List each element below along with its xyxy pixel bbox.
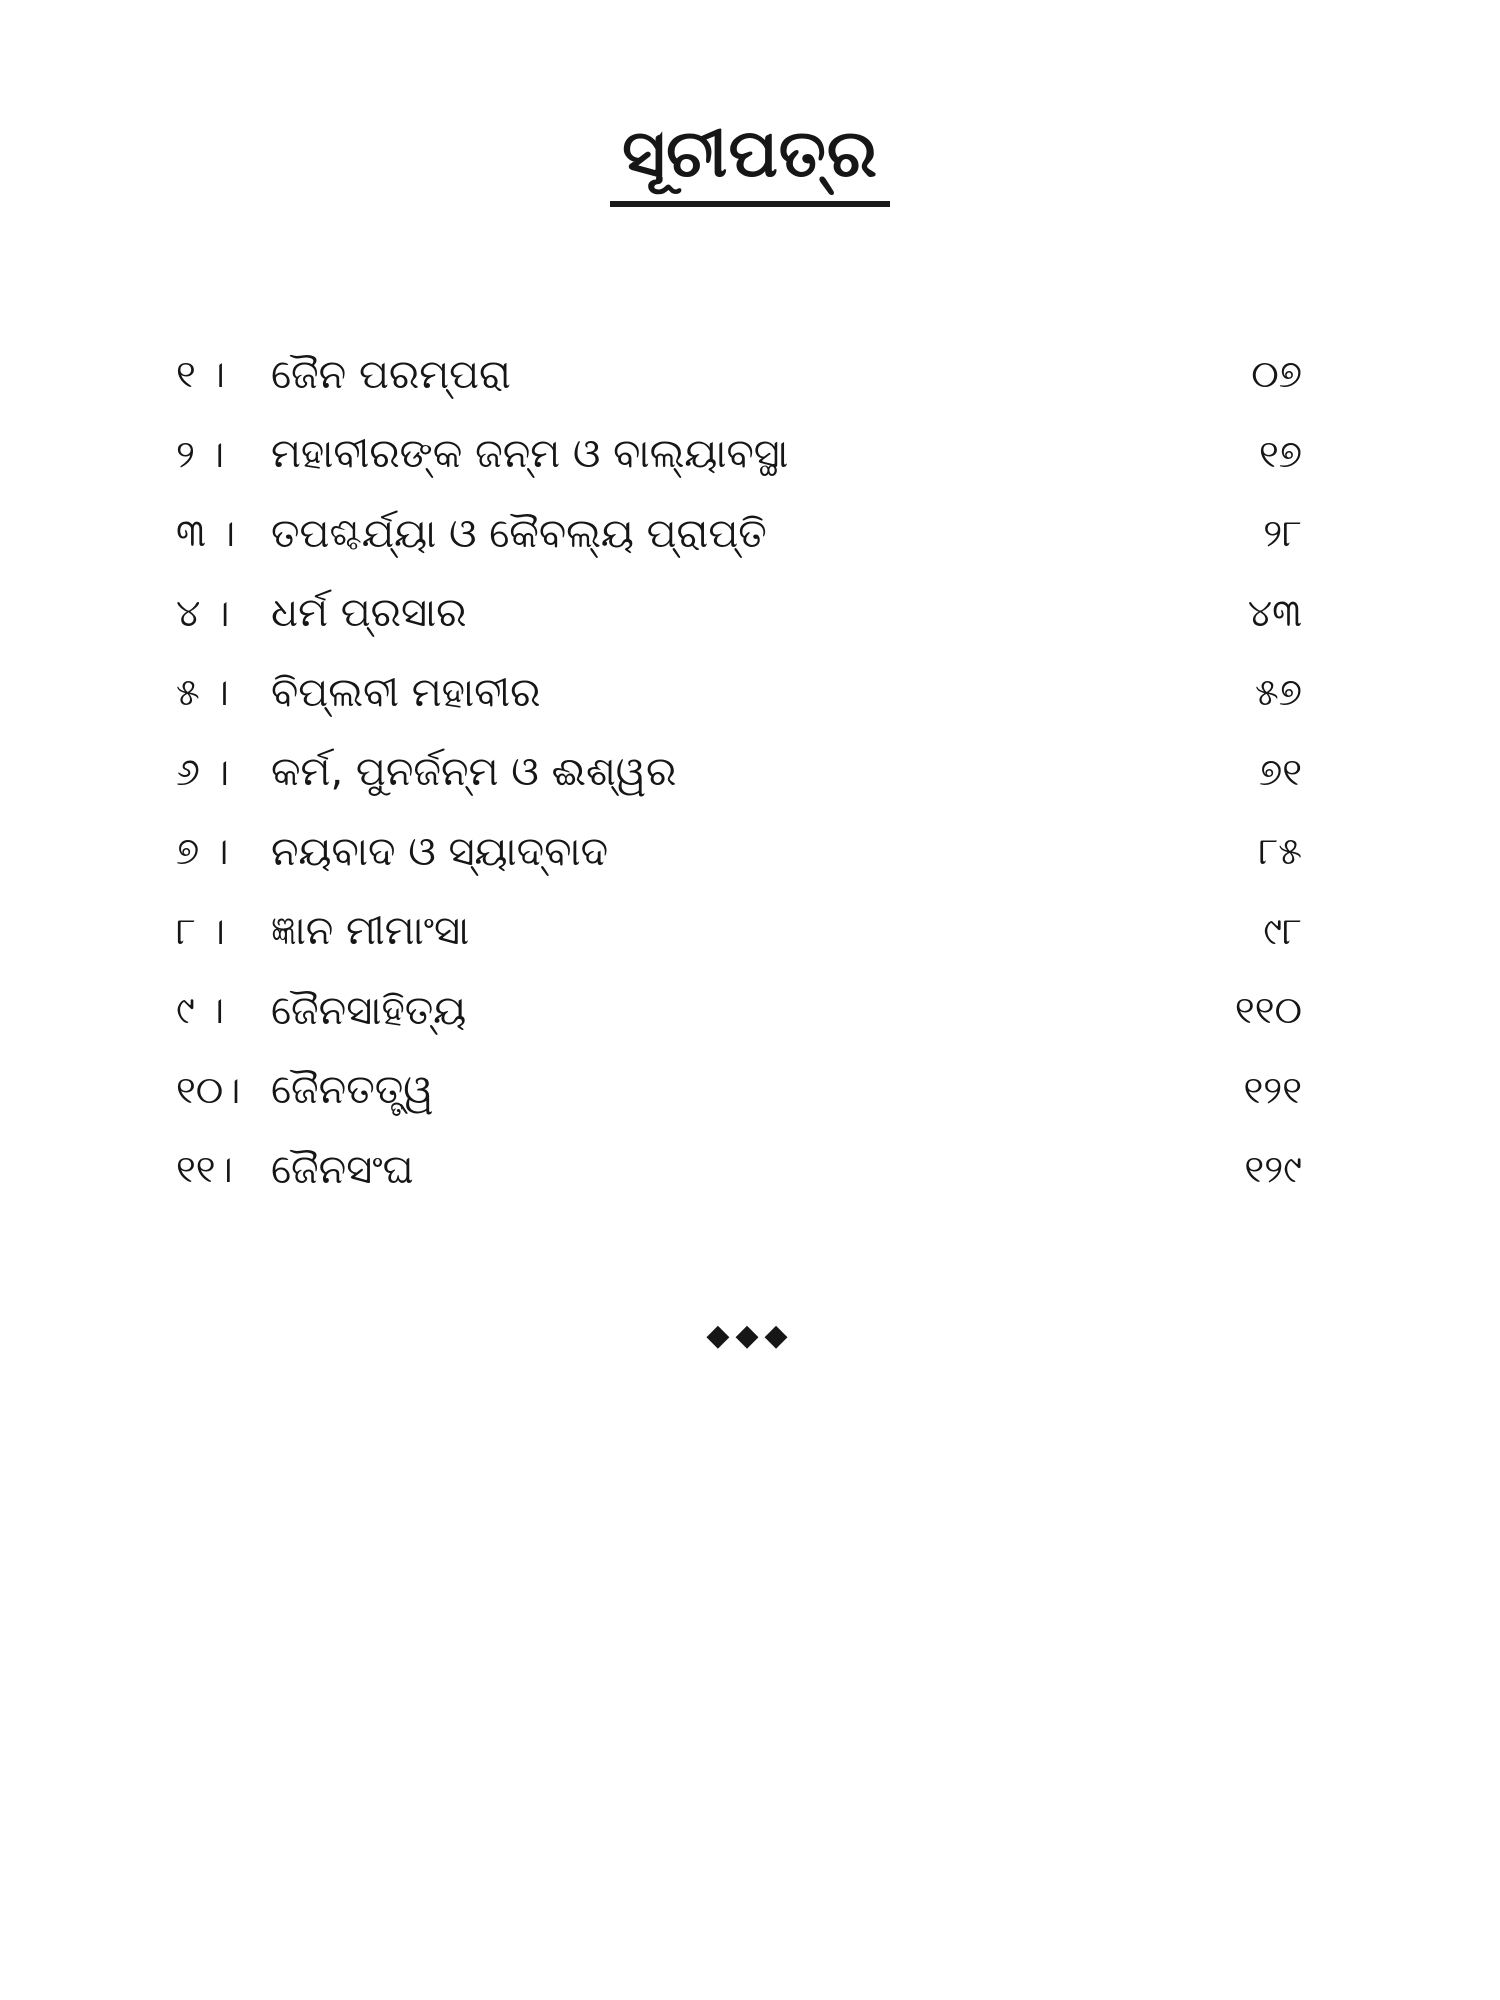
toc-entry-title: ମହାବୀରଙ୍କ ଜନ୍ମ ଓ ବାଲ୍ୟାବସ୍ଥା <box>271 431 789 478</box>
toc-entry-title: ଧର୍ମ ପ୍ରସାର <box>271 590 467 637</box>
toc-entry-page: ୯୮ <box>1263 908 1302 953</box>
toc-entry[interactable] <box>176 971 1316 1051</box>
toc-entry-number: ୧ । <box>176 352 225 397</box>
toc-entry[interactable] <box>176 892 1316 972</box>
toc-entry[interactable] <box>176 415 1316 495</box>
toc-entry-title: ବିପ୍ଲବୀ ମହାବୀର <box>271 669 541 716</box>
toc-entry[interactable] <box>176 812 1316 892</box>
toc-entry-title: ଜୈନତତ୍ତ୍ୱ <box>271 1067 434 1114</box>
toc-entry-title: ନୟବାଦ ଓ ସ୍ୟାଦ୍‌ବାଦ <box>271 828 609 875</box>
toc-entry-number: ୮ । <box>176 908 226 953</box>
toc-entry-number: ୩ । <box>176 511 236 556</box>
toc-entry-number: ୯ । <box>176 988 225 1033</box>
toc-entry-number: ୧୦। <box>176 1067 241 1112</box>
toc-entry-number: ୬ । <box>176 749 230 794</box>
toc-entry-title: ଜୈନସାହିତ୍ୟ <box>271 987 467 1034</box>
toc-entry-page: ୮୫ <box>1258 829 1302 874</box>
end-ornament: ◆◆◆ <box>706 1318 794 1353</box>
toc-entry-title: ଜୈନସଂଘ <box>271 1146 414 1193</box>
toc-entry[interactable] <box>176 494 1316 574</box>
toc-entry-page: ୧୧୦ <box>1234 988 1302 1033</box>
toc-entry[interactable] <box>176 733 1316 813</box>
toc-entry-page: ୭୧ <box>1258 749 1302 794</box>
toc-entry-page: ୧୭ <box>1258 431 1302 476</box>
page-title: ସୂଚୀପତ୍ର <box>610 118 890 207</box>
toc-entry-page: ୨୮ <box>1263 511 1302 556</box>
toc-entry-number: ୧୧। <box>176 1147 233 1192</box>
toc-entry[interactable] <box>176 335 1316 415</box>
toc-entry-number: ୫ । <box>176 670 229 715</box>
toc-entry-number: ୨ । <box>176 431 225 476</box>
toc-entry-page: ୦୭ <box>1251 352 1302 397</box>
toc-entry-title: କର୍ମ, ପୁନର୍ଜନ୍ମ ଓ ଈଶ୍ୱର <box>271 749 677 796</box>
toc-entry-page: ୧୨୯ <box>1244 1147 1302 1192</box>
toc-entry-title: ଜ୍ଞାନ ମୀମାଂସା <box>271 908 470 955</box>
toc-entry[interactable] <box>176 1130 1316 1210</box>
toc-entry[interactable] <box>176 653 1316 733</box>
toc-entry-title: ତପଶ୍ଚର୍ଯ୍ୟା ଓ କୈବଲ୍ୟ ପ୍ରାପ୍ତି <box>271 510 767 557</box>
toc-entry-number: ୭ । <box>176 829 229 874</box>
table-of-contents <box>176 335 1316 1210</box>
toc-entry-title: ଜୈନ ପରମ୍ପରା <box>271 351 511 398</box>
toc-entry[interactable] <box>176 1051 1316 1131</box>
toc-entry[interactable] <box>176 574 1316 654</box>
toc-entry-number: ୪ । <box>176 590 230 635</box>
toc-entry-page: ୧୨୧ <box>1243 1067 1302 1112</box>
toc-entry-page: ୪୩ <box>1247 590 1302 635</box>
page-title-wrap <box>0 115 1500 207</box>
toc-entry-page: ୫୭ <box>1255 670 1302 715</box>
